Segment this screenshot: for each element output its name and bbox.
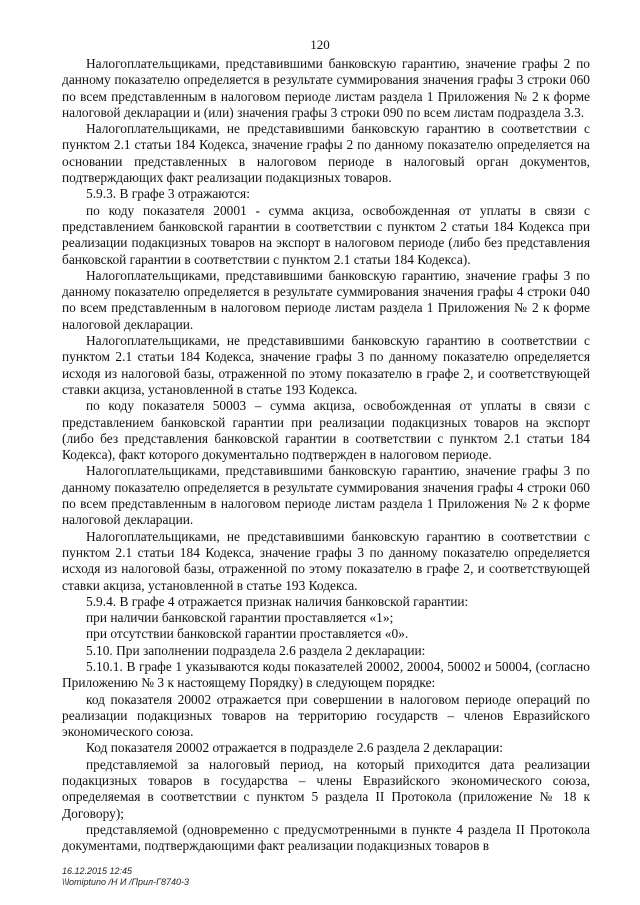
paragraph: Код показателя 20002 отражается в подразделе 2.6 раздела 2 декларации: [86, 740, 503, 756]
page-number: 120 [310, 37, 330, 52]
paragraph: по коду показателя 20001 - сумма акциза, освобожденная от уплаты в связи с представлением банковской гарантии в соответствии с пунктом 2 статьи 184 Кодекса при реализации подакцизных товаров на экспорт в налоговом периоде (либо без представления банковской гарантии в соответствии с пунктом 2.1 статьи 184 Кодекса). [62, 202, 590, 267]
paragraph: код показателя 20002 отражается при совершении в налоговом периоде операций по реализации подакцизных товаров на территорию государств – членов Евразийского экономического союза. [62, 691, 590, 740]
document-footer [62, 866, 189, 888]
paragraph: 5.9.3. В графе 3 отражаются: [86, 186, 250, 202]
paragraph: Налогоплательщиками, представившими банковскую гарантию, значение графы 2 по данному показателю определяется в результате суммирования значения графы 3 строки 060 по всем представленным в налоговом периоде листам раздела 1 Приложения № 2 к форме налоговой декларации и (или) значения графы 3 строки 090 по всем листам подраздела 3.3. [62, 56, 590, 120]
paragraph: при отсутствии банковской гарантии проставляется «0». [86, 626, 409, 642]
paragraph: 5.10. При заполнении подраздела 2.6 раздела 2 декларации: [86, 642, 426, 658]
paragraph: при наличии банковской гарантии проставляется «1»; [86, 610, 394, 626]
paragraph: Налогоплательщиками, представившими банковскую гарантию, значение графы 3 по данному показателю определяется в результате суммирования значения графы 4 строки 060 по всем представленным в налоговом периоде листам раздела 1 Приложения № 2 к форме налоговой декларации. [62, 463, 590, 528]
paragraph: 5.9.4. В графе 4 отражается признак наличия банковской гарантии: [86, 593, 469, 609]
paragraph: Налогоплательщиками, не представившими банковскую гарантию в соответствии с пунктом 2.1 статьи 184 Кодекса, значение графы 3 по данному показателю определяется исходя из налоговой базы, отраженной по этому показателю в графе 2, и соответствующей ставки акциза, установленной в статье 193 Кодекса. [62, 528, 590, 593]
paragraph: Налогоплательщиками, представившими банковскую гарантию, значение графы 3 по данному показателю определяется в результате суммирования значения графы 4 строки 040 по всем представленным в налоговом периоде листам раздела 1 Приложения № 2 к форме налоговой декларации. [62, 267, 590, 332]
paragraph: 5.10.1. В графе 1 указываются коды показателей 20002, 20004, 50002 и 50004, (согласно Приложению № 3 к настоящему Порядку) в следующем порядке: [62, 658, 590, 691]
paragraph: Налогоплательщиками, не представившими банковскую гарантию в соответствии с пунктом 2.1 статьи 184 Кодекса, значение графы 2 по данному показателю определяется на основании представленных в налоговом периоде в налоговый орган документов, подтверждающих факт реализации подакцизных товаров. [62, 121, 590, 186]
paragraph: по коду показателя 50003 – сумма акциза, освобожденная от уплаты в связи с представлением банковской гарантии при реализации подакцизных товаров на экспорт (либо без представления банковской гарантии в соответствии с пунктом 2.1 статьи 184 Кодекса), факт которого документально подтвержден в налоговом периоде. [62, 398, 590, 463]
footer-timestamp: 16.12.2015 12:45 [62, 866, 133, 876]
footer-file-path: \\lomiptuno /Н И /Прил-Г8740-3 [62, 877, 189, 887]
paragraph: Налогоплательщиками, не представившими банковскую гарантию в соответствии с пунктом 2.1 статьи 184 Кодекса, значение графы 3 по данному показателю определяется исходя из налоговой базы, отраженной по этому показателю в графе 2, и соответствующей ставки акциза, установленной в статье 193 Кодекса. [62, 333, 590, 397]
paragraph: представляемой за налоговый период, на который приходится дата реализации подакцизных товаров в государства – члены Евразийского экономического союза, определяемая в соответствии с пунктом 5 раздела II Протокола (приложение № 18 к Договору); [62, 756, 590, 821]
paragraph: представляемой (одновременно с предусмотренными в пункте 4 раздела II Протокола документами, подтверждающими факт реализации подакцизных товаров в [62, 821, 590, 854]
document-body [62, 56, 590, 855]
